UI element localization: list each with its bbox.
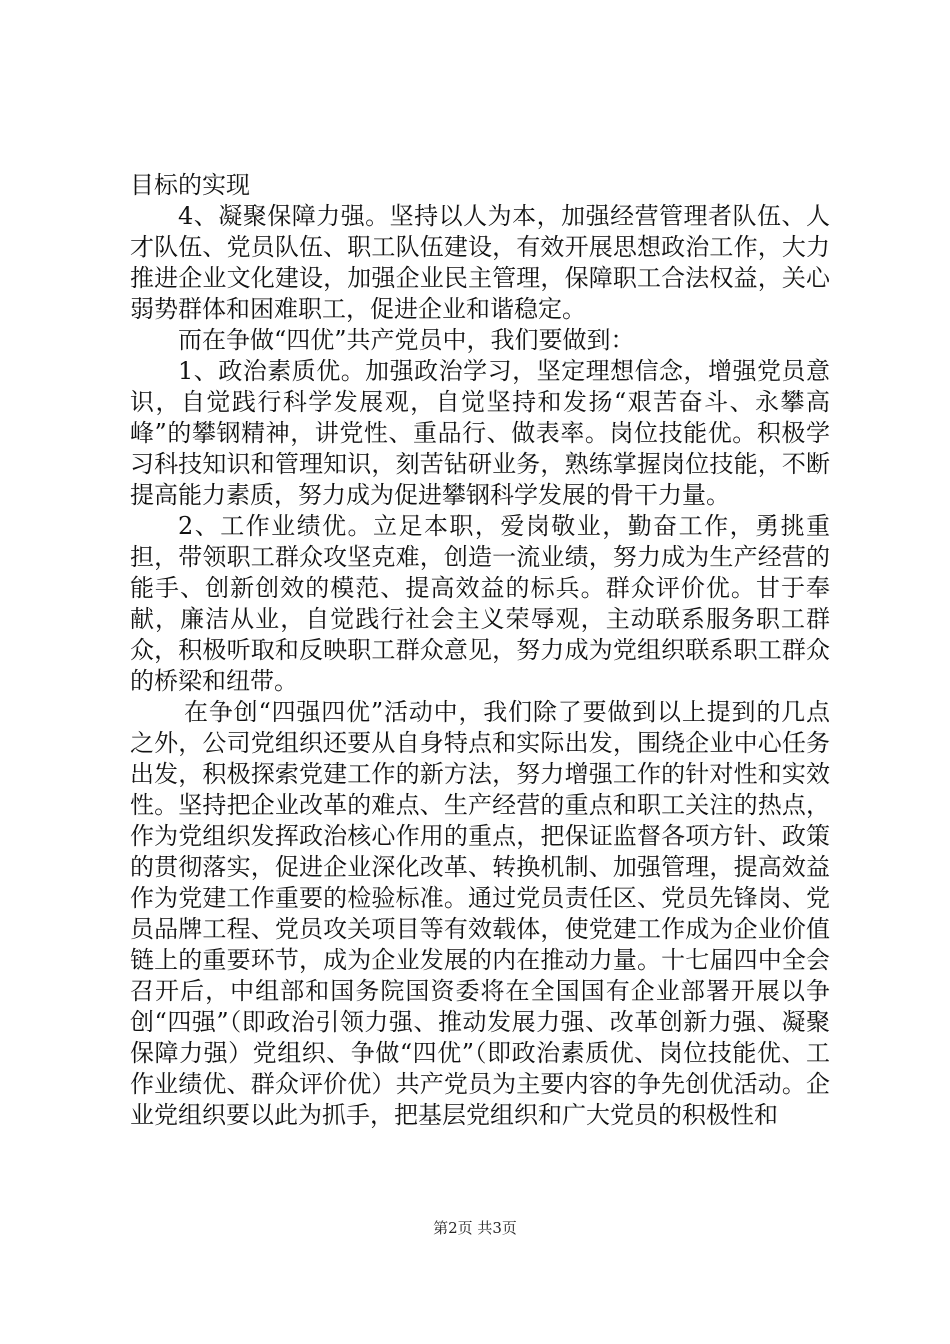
paragraph-continuation: 目标的实现 — [130, 171, 250, 199]
paragraph-intro: 而在争做“四优”共产党员中，我们要做到： — [178, 326, 635, 354]
paragraph-item-4: 4、凝聚保障力强。坚持以人为本，加强经营管理者队伍、人才队伍、党员队伍、职工队伍建设，有效开展思想政治工作，大力推进企业文化建设，加强企业民主管理，保障职工合法权益，关心弱势群体和困难职工，促进企业和谐稳定。 — [130, 202, 830, 323]
document-body — [130, 170, 830, 1131]
paragraph-item-1: 1、政治素质优。加强政治学习，坚定理想信念，增强党员意识，自觉践行科学发展观，自觉坚持和发扬“艰苦奋斗、永攀高峰”的攀钢精神，讲党性、重品行、做表率。岗位技能优。积极学习科技知识和管理知识，刻苦钻研业务，熟练掌握岗位技能，不断提高能力素质，努力成为促进攀钢科学发展的骨干力量。 — [130, 357, 830, 509]
paragraph-item-2: 2、工作业绩优。立足本职，爱岗敬业，勤奋工作，勇挑重担，带领职工群众攻坚克难，创造一流业绩，努力成为生产经营的能手、创新创效的模范、提高效益的标兵。群众评价优。甘于奉献，廉洁从业，自觉践行社会主义荣辱观，主动联系服务职工群众，积极听取和反映职工群众意见，努力成为党组织联系职工群众的桥梁和纽带。 — [130, 512, 830, 695]
paragraph-main: 在争创“四强四优”活动中，我们除了要做到以上提到的几点之外，公司党组织还要从自身特点和实际出发，围绕企业中心任务出发，积极探索党建工作的新方法，努力增强工作的针对性和实效性。坚持把企业改革的难点、生产经营的重点和职工关注的热点，作为党组织发挥政治核心作用的重点，把保证监督各项方针、政策的贯彻落实，促进企业深化改革、转换机制、加强管理，提高效益作为党建工作重要的检验标准。通过党员责任区、党员先锋岗、党员品牌工程、党员攻关项目等有效载体，使党建工作成为企业价值链上的重要环节，成为企业发展的内在推动力量。十七届四中全会召开后，中组部和国务院国资委将在全国国有企业部署开展以争创“四强”（即政治引领力强、推动发展力强、改革创新力强、凝聚保障力强）党组织、争做“四优”（即政治素质优、岗位技能优、工作业绩优、群众评价优）共产党员为主要内容的争先创优活动。企业党组织要以此为抓手，把基层党组织和广大党员的积极性和 — [130, 698, 830, 1129]
page-number-footer: 第2页 共3页 — [433, 1219, 517, 1237]
